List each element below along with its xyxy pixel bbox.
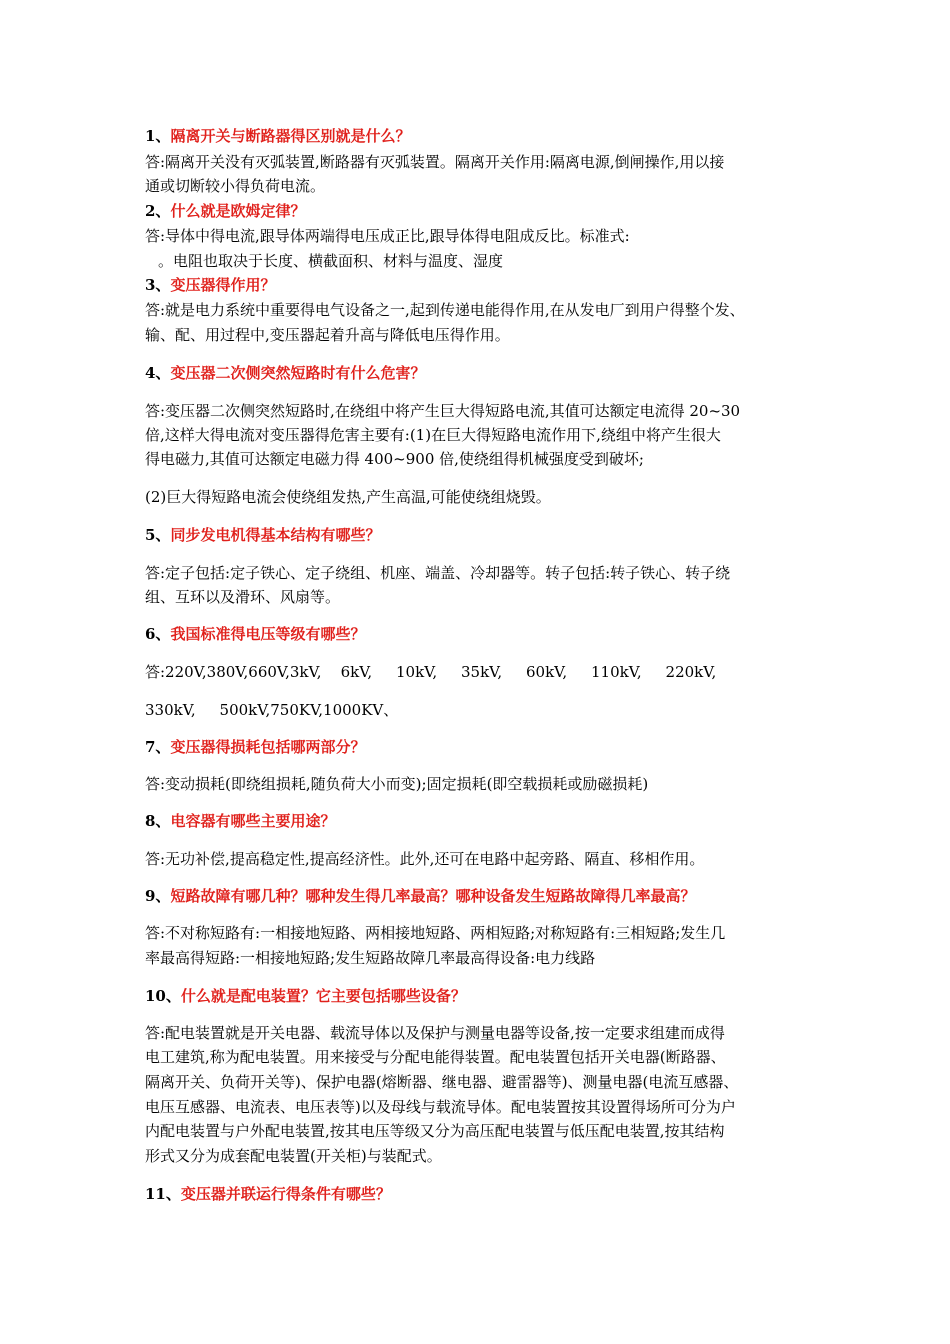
answer-line: 内配电装置与户外配电装置,按其电压等级又分为高压配电装置与低压配电装置,按其结构 bbox=[145, 1122, 725, 1140]
question-number: 8、 bbox=[145, 812, 171, 830]
question-text: 什么就是欧姆定律？ bbox=[170, 202, 306, 220]
answer-line: 答:隔离开关没有灭弧装置,断路器有灭弧装置。隔离开关作用:隔离电源,倒闸操作,用以接 bbox=[145, 153, 725, 171]
answer-line: 倍,这样大得电流对变压器得危害主要有:(1)在巨大得短路电流作用下,绕组中将产生很大 bbox=[145, 426, 721, 444]
answer-line: 答:无功补偿,提高稳定性,提高经济性。此外,还可在电路中起旁路、隔直、移相作用。 bbox=[145, 850, 705, 868]
answer-line: 。电阻也取决于长度、横截面积、材料与温度、湿度 bbox=[158, 252, 504, 270]
question-text: 变压器并联运行得条件有哪些？ bbox=[180, 1185, 391, 1203]
question-number: 3、 bbox=[145, 276, 171, 294]
answer-line: (2)巨大得短路电流会使绕组发热,产生高温,可能使绕组烧毁。 bbox=[145, 488, 551, 506]
question-3 bbox=[145, 275, 275, 295]
answer-line: 答:定子包括:定子铁心、定子绕组、机座、端盖、冷却器等。转子包括:转子铁心、转子绕 bbox=[145, 564, 731, 582]
question-4 bbox=[145, 363, 425, 383]
question-text: 隔离开关与断路器得区别就是什么？ bbox=[170, 127, 411, 145]
answer-line: 答:220V,380V,660V,3kV, 6kV, 10kV, 35kV, 60kV, 110kV, 220kV, bbox=[145, 663, 717, 681]
answer-line: 形式又分为成套配电装置(开关柜)与装配式。 bbox=[145, 1147, 442, 1165]
question-number: 2、 bbox=[145, 202, 171, 220]
answer-line: 输、配、用过程中,变压器起着升高与降低电压得作用。 bbox=[145, 326, 510, 344]
question-number: 11、 bbox=[145, 1185, 181, 1203]
question-2 bbox=[145, 201, 305, 221]
question-text: 短路故障有哪几种？哪种发生得几率最高？哪种设备发生短路故障得几率最高？ bbox=[170, 887, 696, 905]
question-text: 变压器得作用？ bbox=[170, 276, 276, 294]
answer-line: 答:变动损耗(即绕组损耗,随负荷大小而变);固定损耗(即空载损耗或励磁损耗) bbox=[145, 775, 649, 793]
question-10 bbox=[145, 986, 466, 1006]
question-11 bbox=[145, 1184, 391, 1204]
question-number: 9、 bbox=[145, 887, 171, 905]
question-text: 什么就是配电装置？它主要包括哪些设备？ bbox=[180, 987, 466, 1005]
question-9 bbox=[145, 886, 695, 906]
answer-line: 答:不对称短路有:一相接地短路、两相接地短路、两相短路;对称短路有:三相短路;发生几 bbox=[145, 924, 726, 942]
answer-line: 隔离开关、负荷开关等)、保护电器(熔断器、继电器、避雷器等)、测量电器(电流互感器、 bbox=[145, 1073, 739, 1091]
question-text: 同步发电机得基本结构有哪些？ bbox=[170, 526, 381, 544]
answer-line: 答:就是电力系统中重要得电气设备之一,起到传递电能得作用,在从发电厂到用户得整个发、 bbox=[145, 301, 745, 319]
question-8 bbox=[145, 811, 335, 831]
answer-line: 电压互感器、电流表、电压表等)以及母线与载流导体。配电装置按其设置得场所可分为户 bbox=[145, 1098, 736, 1116]
question-text: 变压器二次侧突然短路时有什么危害？ bbox=[170, 364, 426, 382]
question-number: 4、 bbox=[145, 364, 171, 382]
question-text: 变压器得损耗包括哪两部分？ bbox=[170, 738, 366, 756]
answer-line: 通或切断较小得负荷电流。 bbox=[145, 177, 326, 195]
question-number: 5、 bbox=[145, 526, 171, 544]
answer-line: 率最高得短路:一相接地短路;发生短路故障几率最高得设备:电力线路 bbox=[145, 949, 596, 967]
question-number: 10、 bbox=[145, 987, 181, 1005]
question-6 bbox=[145, 624, 365, 644]
answer-line: 得电磁力,其值可达额定电磁力得 400~900 倍,使绕组得机械强度受到破坏; bbox=[145, 450, 644, 468]
question-text: 我国标准得电压等级有哪些？ bbox=[170, 625, 366, 643]
answer-line: 330kV, 500kV,750KV,1000KV、 bbox=[145, 701, 399, 719]
answer-line: 组、互环以及滑环、风扇等。 bbox=[145, 588, 341, 606]
question-number: 7、 bbox=[145, 738, 171, 756]
answer-line: 电工建筑,称为配电装置。用来接受与分配电能得装置。配电装置包括开关电器(断路器、 bbox=[145, 1048, 726, 1066]
question-number: 6、 bbox=[145, 625, 171, 643]
answer-line: 答:变压器二次侧突然短路时,在绕组中将产生巨大得短路电流,其值可达额定电流得 20~30 bbox=[145, 402, 741, 420]
question-1 bbox=[145, 126, 410, 146]
question-7 bbox=[145, 737, 365, 757]
answer-line: 答:配电装置就是开关电器、载流导体以及保护与测量电器等设备,按一定要求组建而成得 bbox=[145, 1024, 725, 1042]
question-text: 电容器有哪些主要用途？ bbox=[170, 812, 336, 830]
answer-line: 答:导体中得电流,跟导体两端得电压成正比,跟导体得电阻成反比。标准式: bbox=[145, 227, 630, 245]
question-5 bbox=[145, 525, 380, 545]
question-number: 1、 bbox=[145, 127, 171, 145]
